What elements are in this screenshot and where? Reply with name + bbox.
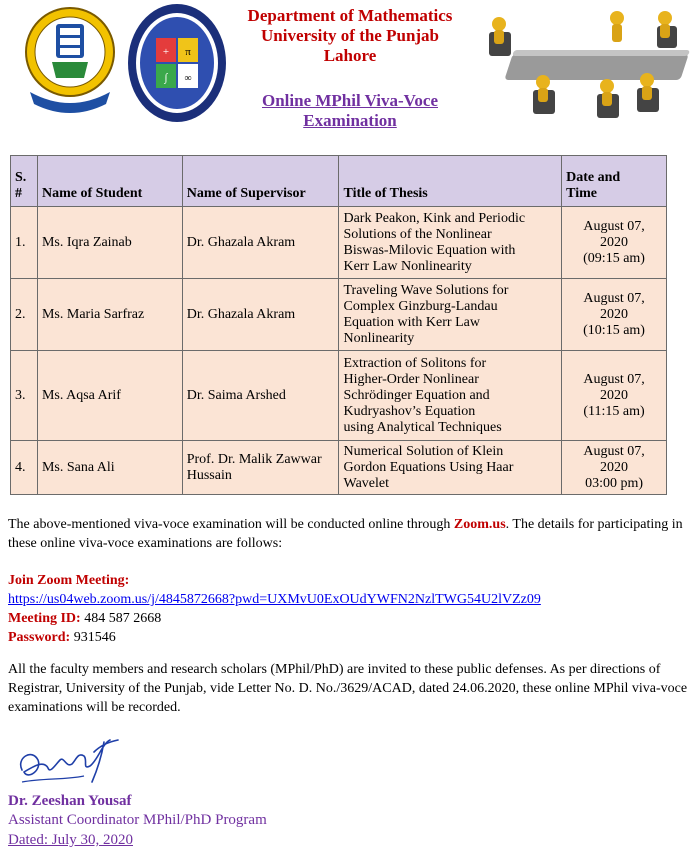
handwritten-signature [14, 730, 124, 792]
row-student: Ms. Aqsa Arif [37, 351, 182, 441]
row-serial: 3. [11, 351, 38, 441]
row-supervisor [182, 351, 339, 441]
intro-text-end: . The details for participating in these online viva-voce examinations are follows: [8, 517, 683, 551]
row-student: Ms. Maria Sarfraz [37, 279, 182, 351]
title-line: Kerr Law Nonlinearity [343, 258, 472, 274]
password-value: 931546 [73, 630, 116, 645]
title-line: Complex Ginzburg-Landau [343, 298, 498, 314]
title-line: Traveling Wave Solutions for [343, 282, 509, 298]
title-line: Wavelet [343, 475, 389, 491]
year-line: 2020 [600, 306, 629, 322]
header-date-line1: Date and [566, 170, 621, 185]
table-row [11, 351, 667, 441]
title-line: Equation with Kerr Law [343, 314, 480, 330]
row-student: Ms. Sana Ali [37, 441, 182, 495]
row-serial: 2. [11, 279, 38, 351]
time-line: (11:15 am) [583, 403, 645, 419]
exam-title-line1: Online MPhil Viva-Voce [262, 91, 438, 110]
row-thesis-title [339, 441, 562, 495]
exam-title-line2: Examination [303, 111, 397, 130]
row-date [562, 441, 667, 495]
viva-schedule-table [10, 155, 667, 495]
year-line: 2020 [600, 459, 629, 475]
row-supervisor-line2: Hussain [186, 467, 232, 483]
zoom-name: Zoom.us [453, 517, 506, 532]
title-line: using Analytical Techniques [343, 419, 502, 435]
year-line: 2020 [600, 234, 629, 250]
row-supervisor [182, 207, 339, 279]
time-line: 03:00 pm) [585, 475, 644, 491]
row-thesis-title [339, 279, 562, 351]
svg-text:+: + [162, 46, 170, 58]
signatory-role: Assistant Coordinator MPhil/PhD Program [8, 812, 267, 828]
header-supervisor: Name of Supervisor [182, 156, 339, 207]
signature-date: Dated: July 30, 2020 [8, 832, 133, 848]
table-header-row [11, 156, 667, 207]
password-label: Password: [8, 630, 71, 645]
svg-text:∞: ∞ [184, 73, 192, 84]
row-thesis-title [339, 351, 562, 441]
header-student: Name of Student [37, 156, 182, 207]
header-date [562, 156, 667, 207]
title-line: Schrödinger Equation and [343, 387, 490, 403]
meeting-id-label: Meeting ID: [8, 611, 81, 626]
title-line: Extraction of Solitons for [343, 355, 487, 371]
row-thesis-title [339, 207, 562, 279]
row-supervisor-line1: Prof. Dr. Malik Zawwar [186, 451, 322, 467]
university-name: University of the Punjab [260, 26, 440, 45]
header-date-line2: Time [566, 186, 597, 201]
meeting-id-line [8, 609, 692, 628]
svg-text:∫: ∫ [164, 72, 168, 84]
meeting-id-value: 484 587 2668 [84, 611, 162, 626]
title-line: Gordon Equations Using Haar [343, 459, 514, 475]
svg-text:π: π [185, 46, 191, 58]
title-line: Nonlinearity [343, 330, 415, 346]
date-line: August 07, [583, 218, 645, 234]
department-name: Department of Mathematics [247, 6, 453, 25]
header-title: Title of Thesis [339, 156, 562, 207]
header-serial-line1: S. [15, 170, 27, 185]
signatory-name: Dr. Zeeshan Yousaf [8, 793, 132, 809]
exam-heading [228, 91, 472, 131]
year-line: 2020 [600, 387, 629, 403]
join-zoom-label: Join Zoom Meeting: [8, 573, 130, 588]
header-serial [11, 156, 38, 207]
zoom-details [8, 571, 692, 647]
city-name: Lahore [323, 46, 377, 65]
row-supervisor-line1: Dr. Saima Arshed [186, 387, 286, 403]
title-line: Biswas-Milovic Equation with [343, 242, 516, 258]
row-date [562, 207, 667, 279]
table-row [11, 207, 667, 279]
row-date [562, 351, 667, 441]
date-line: August 07, [583, 443, 645, 459]
row-serial: 1. [11, 207, 38, 279]
title-line: Solutions of the Nonlinear [343, 226, 492, 242]
password-line [8, 628, 692, 647]
intro-text: The above-mentioned viva-voce examination will be conducted online through [8, 517, 454, 532]
title-line: Dark Peakon, Kink and Periodic [343, 210, 526, 226]
time-line: (09:15 am) [583, 250, 645, 266]
row-student: Ms. Iqra Zainab [37, 207, 182, 279]
table-row [11, 279, 667, 351]
table-row [11, 441, 667, 495]
intro-paragraph [8, 515, 692, 553]
date-line: August 07, [583, 290, 645, 306]
row-supervisor [182, 279, 339, 351]
row-serial: 4. [11, 441, 38, 495]
zoom-meeting-link[interactable]: https://us04web.zoom.us/j/4845872668?pwd=UXMvU0ExOUdYWFN2NzlTWG54U2lVZz09 [8, 592, 541, 607]
row-supervisor-line1: Dr. Ghazala Akram [186, 306, 296, 322]
department-logo [126, 2, 228, 124]
title-line: Higher-Order Nonlinear [343, 371, 479, 387]
date-line: August 07, [583, 371, 645, 387]
row-supervisor [182, 441, 339, 495]
closing-paragraph: All the faculty members and research scholars (MPhil/PhD) are invited to these public defenses. As per directions of Registrar, University of the Punjab, vide Letter No. D. No./3629/ACAD, dated 24.06.2020, these online MPhil viva-voce examinations will be recorded. [8, 662, 688, 715]
meeting-clipart [477, 4, 692, 124]
row-supervisor-line1: Dr. Ghazala Akram [186, 234, 296, 250]
department-heading [228, 6, 472, 66]
title-line: Kudryashov’s Equation [343, 403, 476, 419]
time-line: (10:15 am) [583, 322, 645, 338]
university-logo [20, 4, 120, 124]
row-date [562, 279, 667, 351]
header-serial-line2: # [15, 186, 22, 201]
title-line: Numerical Solution of Klein [343, 443, 504, 459]
